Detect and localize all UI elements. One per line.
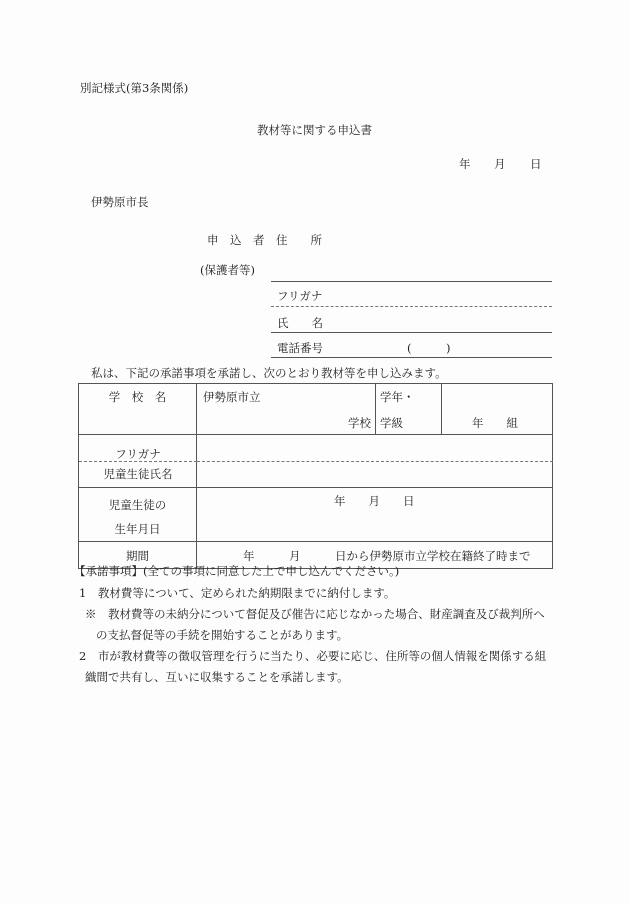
grade-label-1: 学年・ — [380, 390, 415, 404]
furigana-divider — [79, 461, 197, 462]
page-title: 教材等に関する申込書 — [257, 123, 372, 137]
grade-label-2: 学級 — [380, 416, 403, 430]
furigana-divider — [197, 461, 553, 462]
birthdate-field[interactable] — [197, 488, 553, 542]
application-table — [78, 383, 553, 569]
student-name-label: 児童生徒氏名 — [103, 467, 173, 481]
student-name-field[interactable] — [197, 435, 553, 488]
consent-note-line-1: ※ 教材費等の未納分について督促及び催告に応じなかった場合、財産調査及び裁判所へ — [85, 607, 545, 621]
form-label: 別記様式(第3条関係) — [80, 81, 189, 95]
school-name-label-cell — [79, 384, 197, 435]
school-prefix: 伊勢原市立 — [203, 390, 261, 404]
applicant-address-label: 申 込 者 住 所 — [207, 233, 322, 247]
consent-item-1: 1 教材費等について、定められた納期限までに納付します。 — [79, 586, 396, 600]
birthdate-label-2: 生年月日 — [114, 522, 161, 536]
school-name-field[interactable] — [197, 384, 376, 435]
student-furigana-label: フリガナ — [115, 447, 161, 461]
phone-area-paren: ( ) — [407, 341, 451, 355]
birthdate-label-cell — [79, 488, 197, 542]
period-label: 期間 — [126, 549, 149, 563]
furigana-divider — [271, 306, 552, 307]
applicant-furigana-label: フリガナ — [277, 289, 323, 303]
consent-item-2-line-1: 2 市が教材費等の徴収管理を行うに当たり、必要に応じ、住所等の個人情報を関係する組 — [79, 649, 547, 663]
applicant-name-label: 氏 名 — [277, 316, 323, 330]
phone-field-line[interactable] — [271, 357, 552, 358]
date-day: 日 — [530, 157, 542, 171]
intro-text: 私は、下記の承諾事項を承諾し、次のとおり教材等を申し込みます。 — [91, 366, 447, 380]
date-month: 月 — [494, 157, 506, 171]
address-field-line[interactable] — [271, 281, 552, 282]
consent-note-line-2: の支払督促等の手続を開始することがあります。 — [96, 628, 349, 642]
grade-label-cell — [376, 384, 442, 435]
grade-field[interactable] — [442, 384, 553, 435]
birthdate-label-1: 児童生徒の — [108, 498, 167, 512]
guardian-label: (保護者等) — [200, 263, 255, 277]
addressee: 伊勢原市長 — [91, 195, 149, 209]
phone-label: 電話番号 — [277, 341, 323, 355]
consent-item-2-line-2: 織間で共有し、互いに収集することを承諾します。 — [85, 670, 349, 684]
grade-value: 年 組 — [472, 416, 518, 430]
date-year: 年 — [459, 157, 471, 171]
period-value: 年 月 日から伊勢原市立学校在籍終了時まで — [243, 549, 531, 563]
school-suffix: 学校 — [348, 416, 371, 430]
birthdate-value: 年 月 日 — [334, 494, 415, 508]
student-name-label-cell — [79, 435, 197, 488]
consent-heading: 【承諾事項】(全ての事項に同意した上で申し込んでください。) — [74, 564, 400, 578]
name-field-line[interactable] — [271, 332, 552, 333]
school-name-label: 学 校 名 — [108, 390, 167, 404]
